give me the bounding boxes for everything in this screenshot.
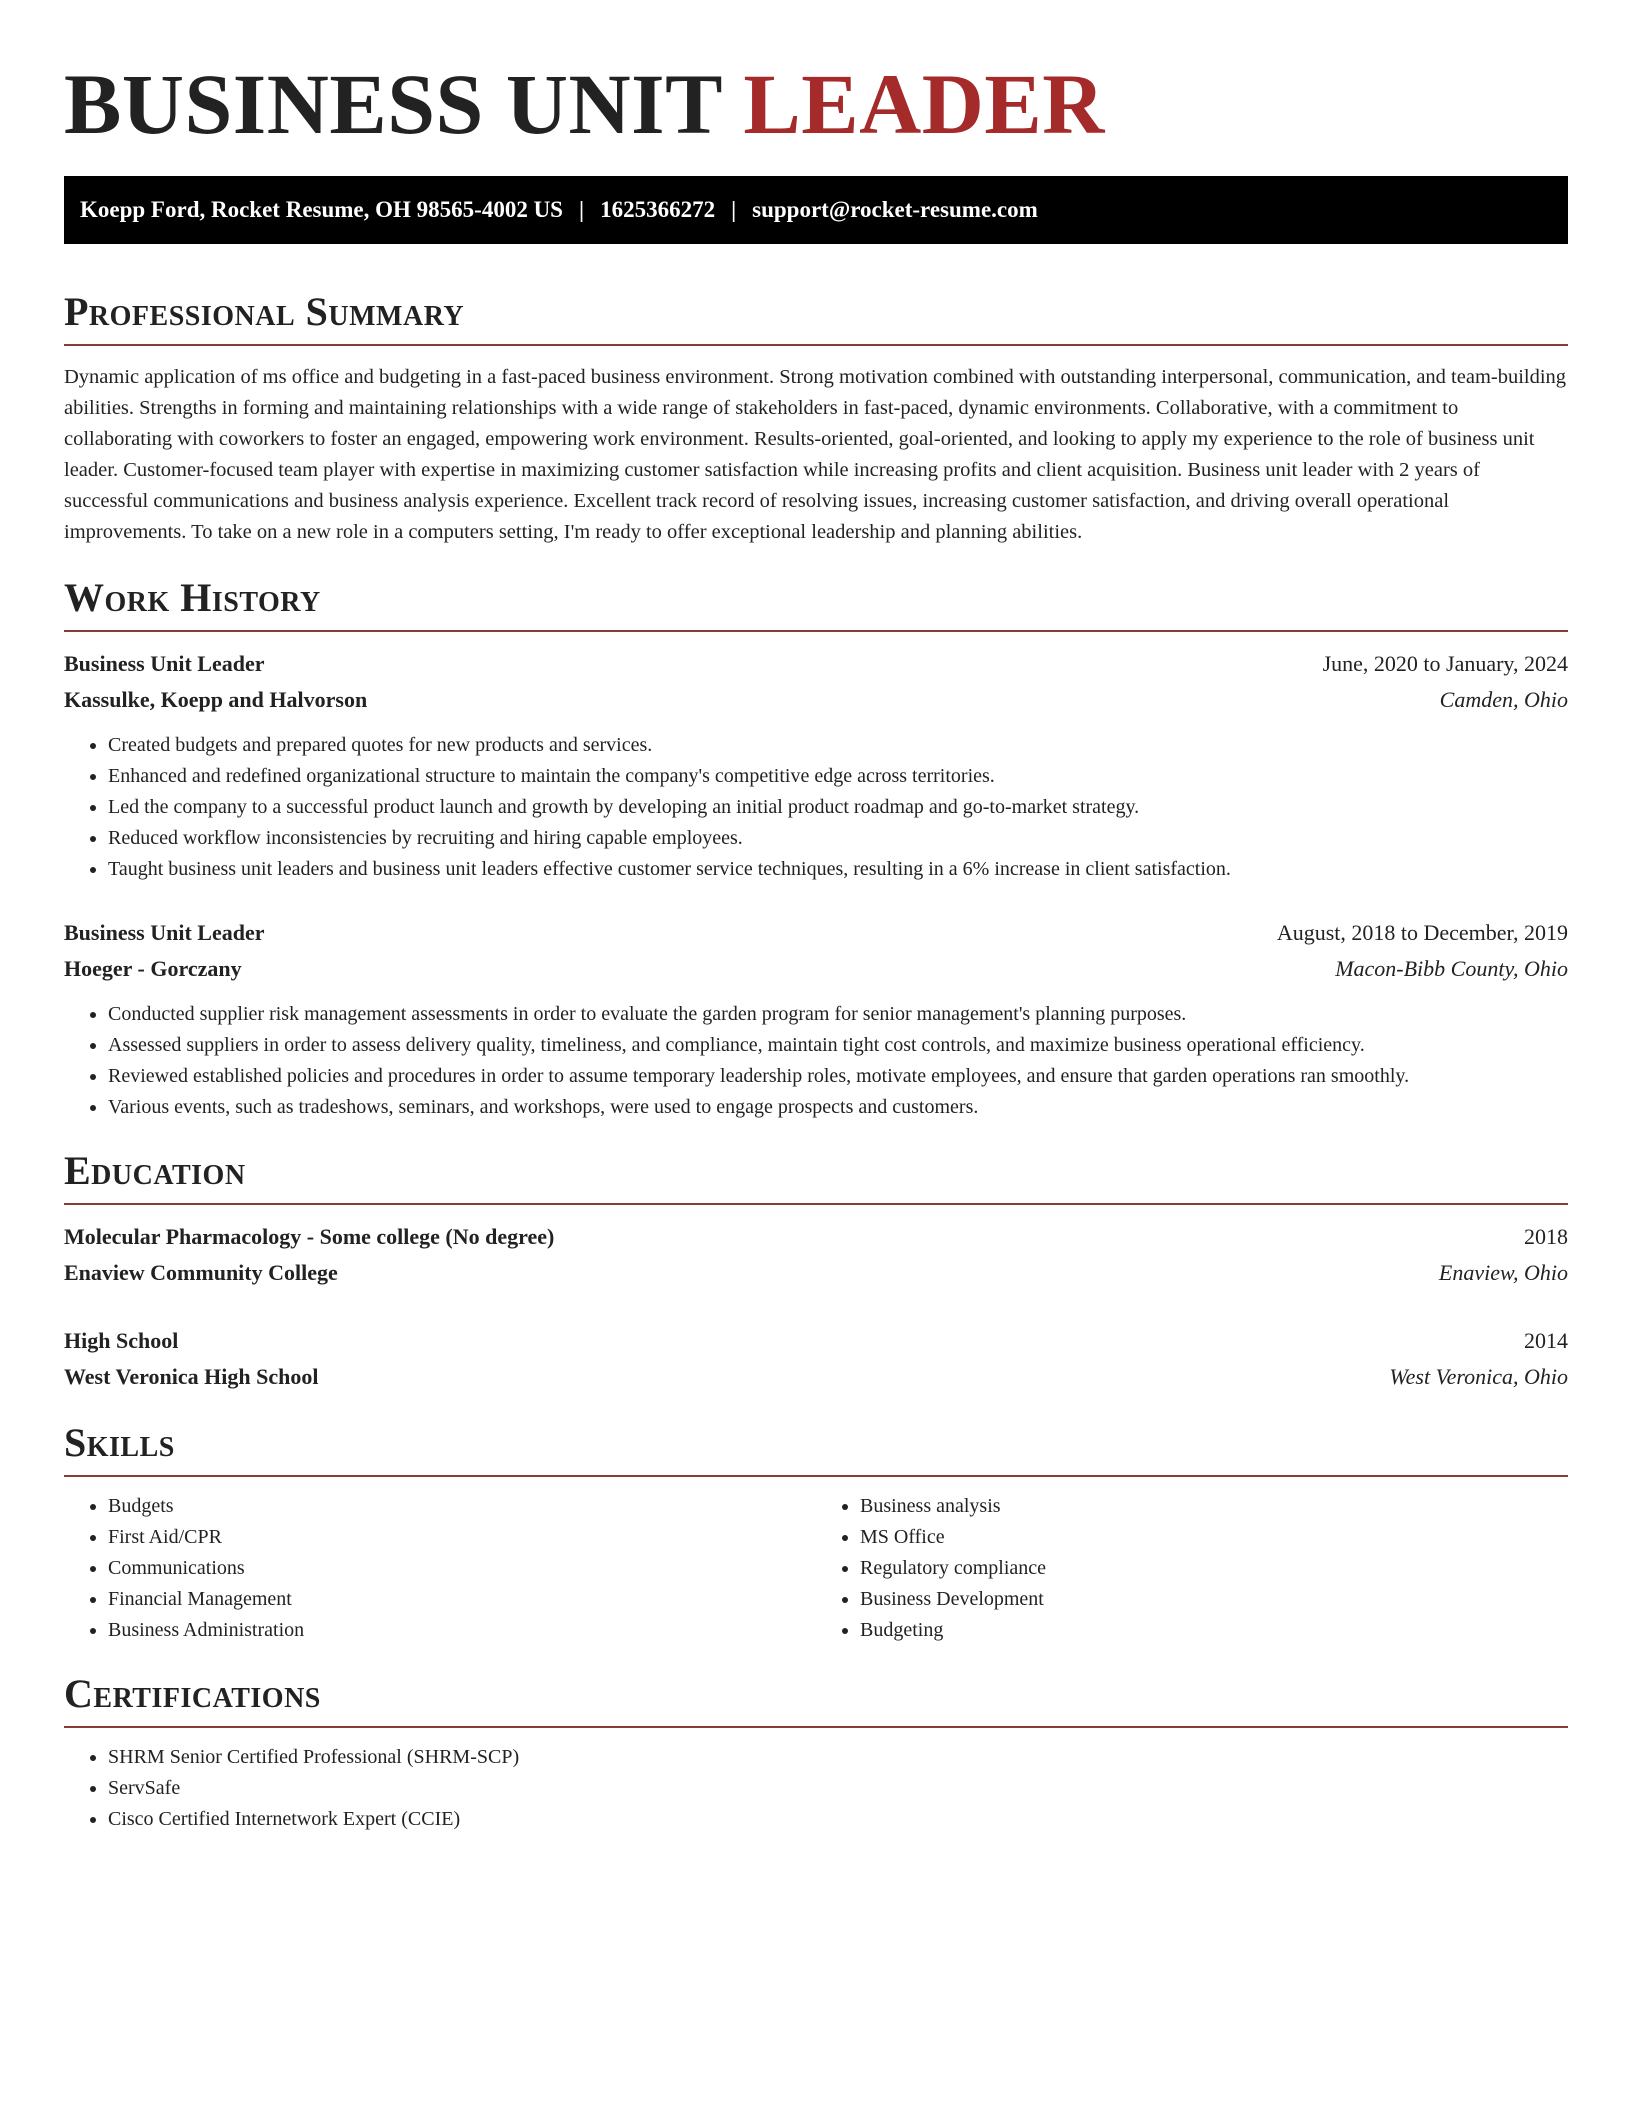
education-school: West Veronica High School bbox=[64, 1364, 319, 1389]
education-degree-row bbox=[64, 1219, 1568, 1255]
job-header-row bbox=[64, 646, 1568, 682]
title-part-2: LEADER bbox=[743, 56, 1105, 152]
education-year: 2014 bbox=[1524, 1328, 1568, 1353]
education-heading: Education bbox=[64, 1147, 1568, 1205]
education-entry bbox=[64, 1323, 1568, 1395]
list-item: • Reviewed established policies and procedures in order to assume temporary leadership roles, motivate employees, and ensure that garden operations ran smoothly. bbox=[108, 1061, 1568, 1092]
job-dates: June, 2020 to January, 2024 bbox=[1322, 651, 1568, 676]
list-item: • First Aid/CPR bbox=[108, 1522, 816, 1553]
list-item: • Enhanced and redefined organizational structure to maintain the company's competitive edge across territories. bbox=[108, 761, 1568, 792]
contact-phone[interactable]: 1625366272 bbox=[600, 197, 716, 222]
list-item: • Business analysis bbox=[860, 1491, 1568, 1522]
job-company-row bbox=[64, 682, 1568, 718]
skills-column-left bbox=[64, 1491, 816, 1646]
education-entry bbox=[64, 1219, 1568, 1291]
job-header-row bbox=[64, 915, 1568, 951]
list-item: • SHRM Senior Certified Professional (SHRM-SCP) bbox=[108, 1742, 1568, 1773]
title-part-1: BUSINESS UNIT bbox=[64, 56, 722, 152]
summary-text: Dynamic application of ms office and budgeting in a fast-paced business environment. Strong motivation combined with outstanding interpersonal, communication, and team-building abilities. Strengths in forming and maintaining relationships with a wide range of stakeholders in fast-paced, dynamic environments. Collaborative, with a commitment to collaborating with coworkers to foster an engaged, empowering work environment. Results-oriented, goal-oriented, and looking to apply my experience to the role of business unit leader. Customer-focused team player with expertise in maximizing customer satisfaction while increasing profits and client acquisition. Business unit leader with 2 years of successful communications and business analysis experience. Excellent track record of resolving issues, increasing customer satisfaction, and driving overall operational improvements. To take on a new role in a computers setting, I'm ready to offer exceptional leadership and planning abilities. bbox=[64, 366, 1567, 543]
summary-heading: Professional Summary bbox=[64, 288, 1568, 346]
contact-bar bbox=[64, 176, 1568, 244]
education-location: West Veronica, Ohio bbox=[1389, 1364, 1568, 1389]
contact-separator: | bbox=[578, 197, 585, 222]
list-item: • MS Office bbox=[860, 1522, 1568, 1553]
contact-email[interactable]: support@rocket-resume.com bbox=[752, 197, 1038, 222]
list-item: • Budgets bbox=[108, 1491, 816, 1522]
work-history-heading: Work History bbox=[64, 574, 1568, 632]
list-item: • Reduced workflow inconsistencies by recruiting and hiring capable employees. bbox=[108, 823, 1568, 854]
page-title bbox=[64, 58, 1568, 150]
certifications-list bbox=[64, 1742, 1568, 1835]
contact-separator: | bbox=[731, 197, 737, 222]
education-school: Enaview Community College bbox=[64, 1260, 338, 1285]
education-school-row bbox=[64, 1359, 1568, 1395]
job-company: Kassulke, Koepp and Halvorson bbox=[64, 687, 368, 712]
skills-heading: Skills bbox=[64, 1419, 1568, 1477]
list-item: • Created budgets and prepared quotes for new products and services. bbox=[108, 730, 1568, 761]
contact-address: Koepp Ford, Rocket Resume, OH 98565-4002 US bbox=[80, 197, 563, 222]
skills-list bbox=[64, 1491, 1568, 1646]
job-title: Business Unit Leader bbox=[64, 651, 265, 676]
education-year: 2018 bbox=[1524, 1224, 1568, 1249]
list-item: • Cisco Certified Internetwork Expert (CCIE) bbox=[108, 1804, 1568, 1835]
list-item: • Conducted supplier risk management assessments in order to evaluate the garden program for senior management's planning purposes. bbox=[108, 999, 1568, 1030]
list-item: • Financial Management bbox=[108, 1584, 816, 1615]
list-item: • Business Administration bbox=[108, 1615, 816, 1646]
job-entry bbox=[64, 915, 1568, 1123]
list-item: • Various events, such as tradeshows, seminars, and workshops, were used to engage prospects and customers. bbox=[108, 1092, 1568, 1123]
certifications-heading: Certifications bbox=[64, 1670, 1568, 1728]
list-item: • Regulatory compliance bbox=[860, 1553, 1568, 1584]
job-location: Camden, Ohio bbox=[1439, 687, 1568, 712]
education-location: Enaview, Ohio bbox=[1438, 1260, 1568, 1285]
job-bullets bbox=[64, 730, 1568, 885]
skills-column-right bbox=[816, 1491, 1568, 1646]
list-item: • Taught business unit leaders and business unit leaders effective customer service techniques, resulting in a 6% increase in client satisfaction. bbox=[108, 854, 1568, 885]
job-entry bbox=[64, 646, 1568, 885]
list-item: • Budgeting bbox=[860, 1615, 1568, 1646]
job-company-row bbox=[64, 951, 1568, 987]
education-school-row bbox=[64, 1255, 1568, 1291]
list-item: • Communications bbox=[108, 1553, 816, 1584]
education-degree: Molecular Pharmacology - Some college (No degree) bbox=[64, 1224, 555, 1249]
resume-content bbox=[64, 0, 1568, 1835]
education-degree: High School bbox=[64, 1328, 179, 1353]
list-item: • ServSafe bbox=[108, 1773, 1568, 1804]
job-title: Business Unit Leader bbox=[64, 920, 265, 945]
list-item: • Assessed suppliers in order to assess delivery quality, timeliness, and compliance, maintain tight cost controls, and maximize business operational efficiency. bbox=[108, 1030, 1568, 1061]
education-degree-row bbox=[64, 1323, 1568, 1359]
job-location: Macon-Bibb County, Ohio bbox=[1335, 956, 1568, 981]
list-item: • Business Development bbox=[860, 1584, 1568, 1615]
job-bullets bbox=[64, 999, 1568, 1123]
job-company: Hoeger - Gorczany bbox=[64, 956, 242, 981]
list-item: • Led the company to a successful product launch and growth by developing an initial product roadmap and go-to-market strategy. bbox=[108, 792, 1568, 823]
job-dates: August, 2018 to December, 2019 bbox=[1276, 920, 1568, 945]
